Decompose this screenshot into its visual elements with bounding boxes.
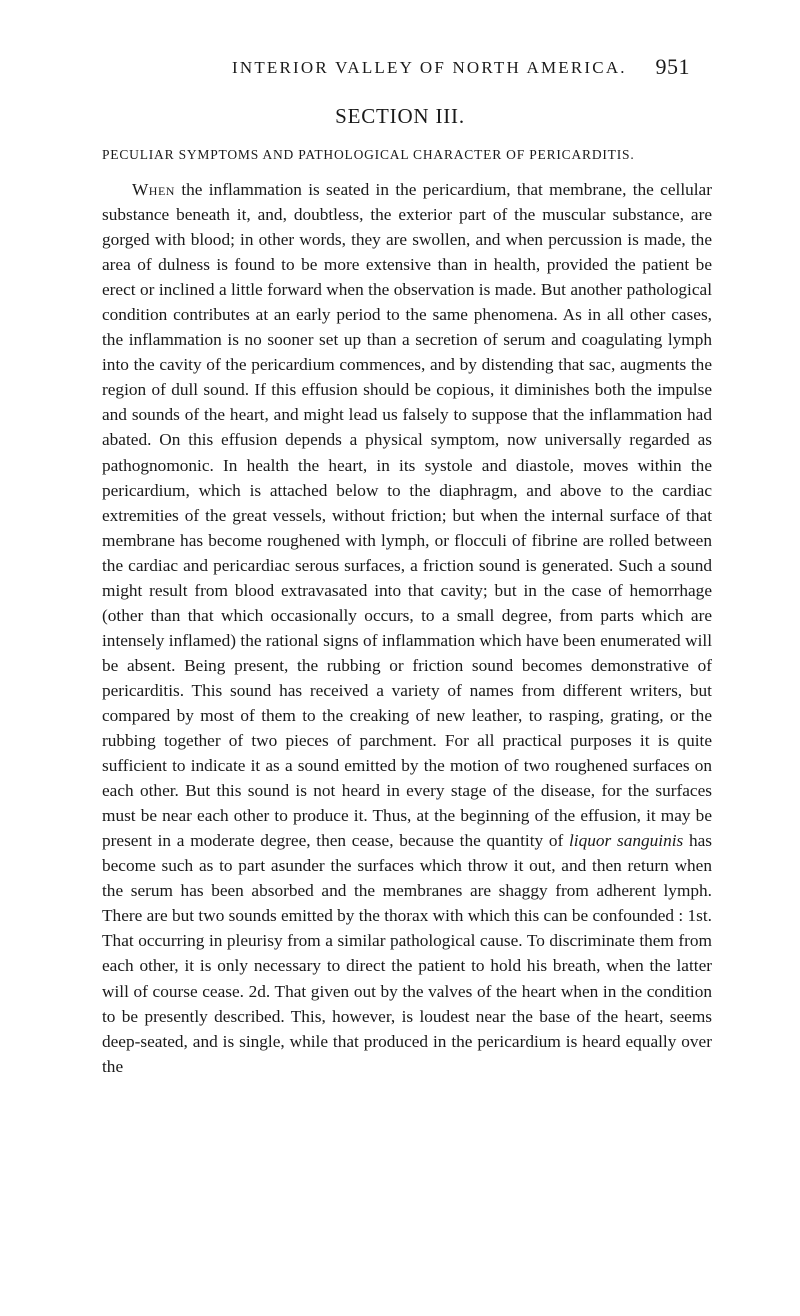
- body-paragraph: [102, 177, 712, 1079]
- italic-phrase: liquor sanguinis: [569, 831, 684, 851]
- section-title: SECTION III.: [335, 104, 465, 128]
- section-subheading: PECULIAR SYMPTOMS AND PATHOLOGICAL CHARACTER OF PERICARDITIS.: [102, 147, 635, 162]
- paragraph-text-part-1: the inflammation is seated in the pericardium, that membrane, the cellular substance beneath it, and, doubtless, the exterior part of the muscular substance, are gorged with blood; in other words, they are swollen, and when percussion is made, the area of dulness is found to be more extensive than in health, provided the patient be erect or inclined a little forward when the observation is made. But another pathological condition contributes at an early period to the same phenomena. As in all other cases, the inflammation is no sooner set up than a secretion of serum and coagulating lymph into the cavity of the pericardium commences, and by distending that sac, augments the region of dull sound. If this effusion should be copious, it diminishes both the impulse and sounds of the heart, and might lead us falsely to suppose that the inflammation had abated. On this effusion depends a physical symptom, now universally regarded as pathognomonic. In health the heart, in its systole and diastole, moves within the pericardium, which is attached below to the diaphragm, and above to the cardiac extremities of the great vessels, without friction; but when the internal surface of that membrane has become roughened with lymph, or flocculi of fibrine are rolled between the cardiac and pericardiac serous surfaces, a friction sound is generated. Such a sound might result from blood extravasated into that cavity; but in the case of hemorrhage (other than that which occasionally occurs, to a small degree, from parts which are intensely inflamed) the rational signs of inflammation which have been enumerated will be absent. Being present, the rubbing or friction sound becomes demonstrative of pericarditis. This sound has received a variety of names from different writers, but compared by most of them to the creaking of new leather, to rasping, grating, or the rubbing together of two pieces of parchment. For all practical purposes it is quite sufficient to indicate it as a sound emitted by the motion of two roughened surfaces on each other. But this sound is not heard in every stage of the disease, for the surfaces must be near each other to produce it. Thus, at the beginning of the effusion, it may be present in a moderate degree, then cease, because the quantity of: [102, 180, 712, 851]
- lead-word: When: [132, 180, 175, 199]
- page-number: 951: [655, 54, 690, 79]
- paragraph-text-part-2: has become such as to part asunder the surfaces which throw it out, and then return when the serum has been absorbed and the membranes are shaggy from adherent lymph. There are but two sounds emitted by the thorax with which this can be confounded : 1st. That occurring in pleurisy from a similar pathological cause. To discriminate them from each other, it is only necessary to direct the patient to hold his breath, when the latter will of course cease. 2d. That given out by the valves of the heart when in the condition to be presently described. This, however, is loudest near the base of the heart, seems deep-seated, and is single, while that produced in the pericardium is heard equally over the: [102, 831, 712, 1076]
- running-head: INTERIOR VALLEY OF NORTH AMERICA.: [232, 58, 627, 77]
